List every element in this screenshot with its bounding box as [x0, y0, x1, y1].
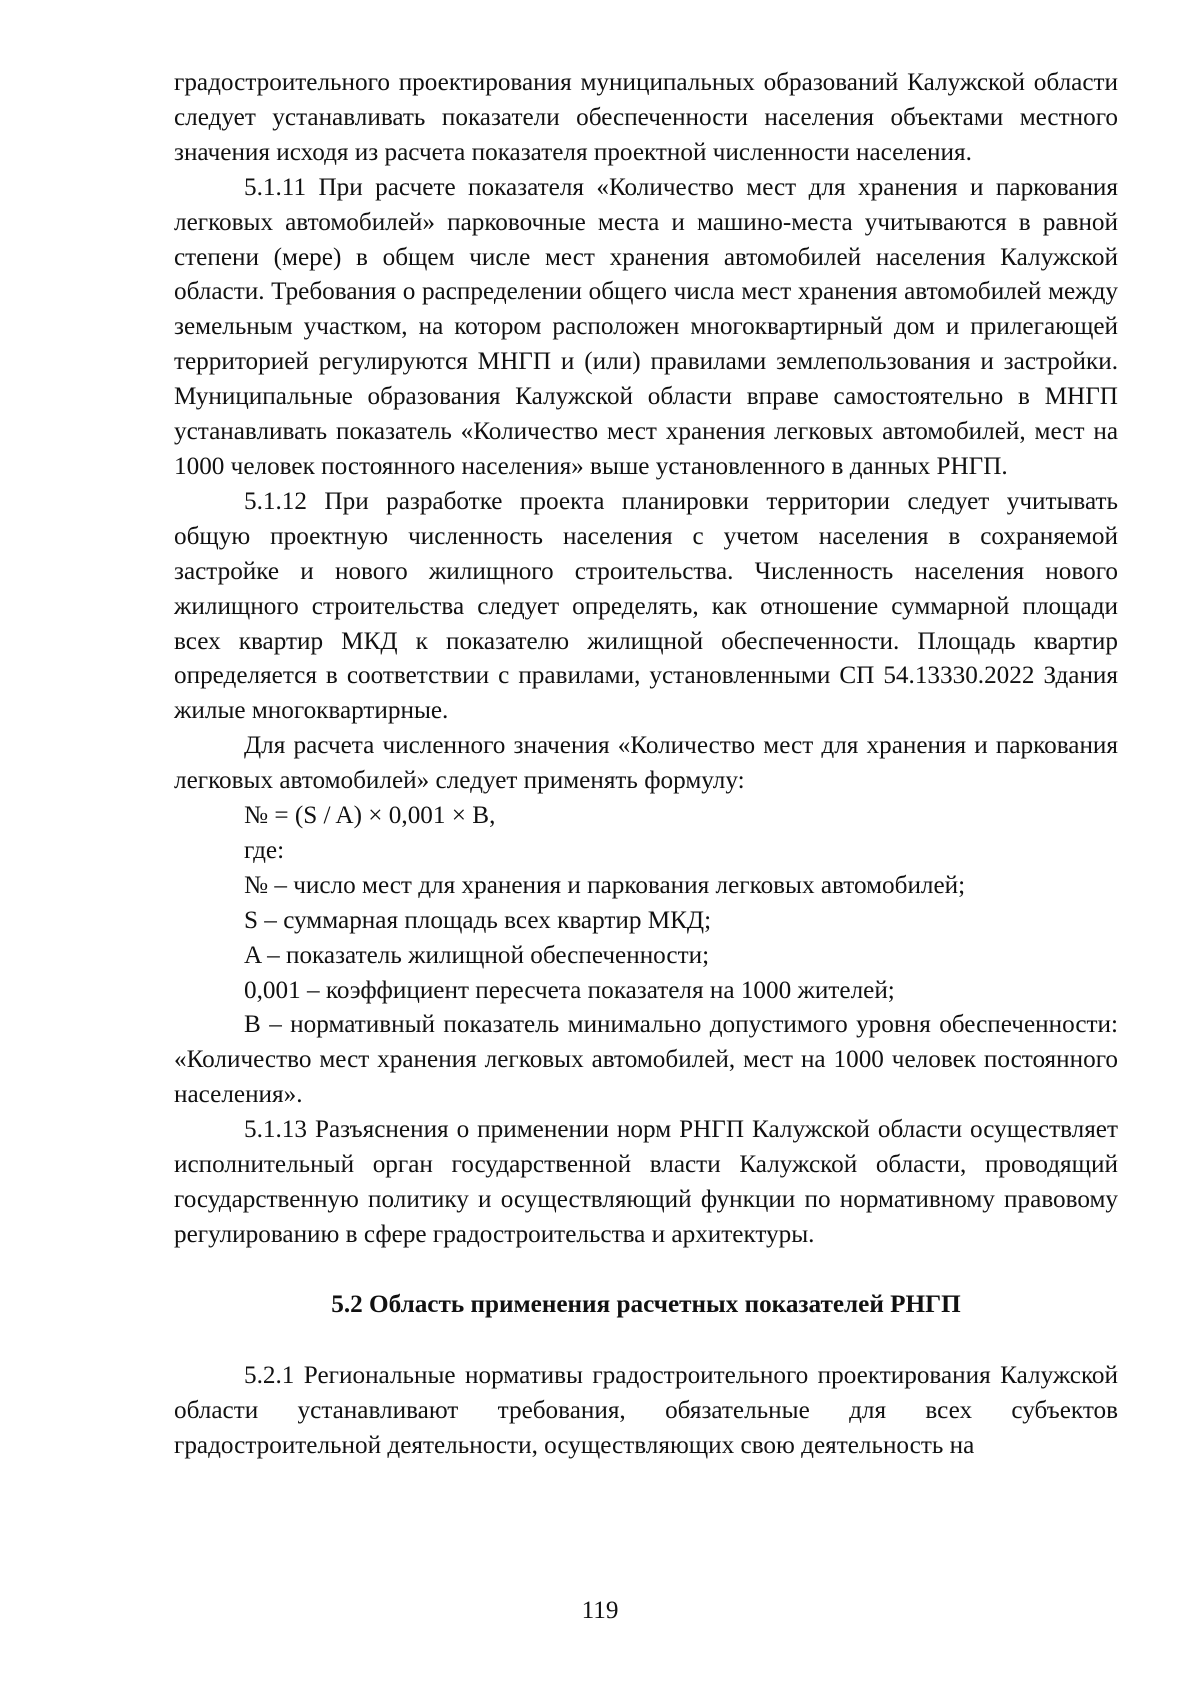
paragraph-continuation: градостроительного проектирования муниципальных образований Калужской области следует устанавливать показатели обеспеченности населения объектами местного значения исходя из расчета показателя проектной численности населения.: [174, 69, 1118, 166]
definition-n: № – число мест для хранения и паркования легковых автомобилей;: [244, 871, 966, 899]
definition-a: A – показатель жилищной обеспеченности;: [244, 941, 710, 969]
definition-b: B – нормативный показатель минимально допустимого уровня обеспеченности: «Количество мест хранения легковых автомобилей, мест на 1000 человек постоянного населения».: [174, 1011, 1118, 1109]
page-number: 119: [581, 1597, 619, 1624]
paragraph-formula-intro: Для расчета численного значения «Количество мест для хранения и паркования легковых автомобилей» следует применять формулу:: [174, 732, 1118, 795]
paragraph-5-1-13: 5.1.13 Разъяснения о применении норм РНГП Калужской области осуществляет исполнительный орган государственной власти Калужской области, проводящий государственную политику и осуществляющий функции по нормативному правовому регулированию в сфере градостроительства и архитектуры.: [174, 1116, 1118, 1248]
paragraph-5-1-11: 5.1.11 При расчете показателя «Количество мест для хранения и паркования легковых автомобилей» парковочные места и машино-места учитываются в равной степени (мере) в общем числе мест хранения автомобилей населения Калужской области. Требования о распределении общего числа мест хранения автомобилей между земельным участком, на котором расположен многоквартирный дом и прилегающей территорией регулируются МНГП и (или) правилами землепользования и застройки. Муниципальные образования Калужской области вправе самостоятельно в МНГП устанавливать показатель «Количество мест хранения легковых автомобилей, мест на 1000 человек постоянного населения» выше установленного в данных РНГП.: [174, 173, 1118, 480]
formula: № = (S / A) × 0,001 × B,: [244, 802, 496, 830]
document-page: [174, 66, 1118, 1463]
paragraph-5-2-1: 5.2.1 Региональные нормативы градостроительного проектирования Калужской области устанавливают требования, обязательные для всех субъектов градостроительной деятельности, осуществляющих свою деятельность на: [174, 1361, 1118, 1459]
paragraph-5-1-12: 5.1.12 При разработке проекта планировки территории следует учитывать общую проектную численность населения с учетом населения в сохраняемой застройке и нового жилищного строительства. Численность населения нового жилищного строительства следует определять, как отношение суммарной площади всех квартир МКД к показателю жилищной обеспеченности. Площадь квартир определяется в соответствии с правилами, установленными СП 54.13330.2022 Здания жилые многоквартирные.: [174, 487, 1118, 725]
formula-where: где:: [244, 836, 285, 864]
definition-coefficient: 0,001 – коэффициент пересчета показателя на 1000 жителей;: [244, 976, 895, 1004]
definition-s: S – суммарная площадь всех квартир МКД;: [244, 906, 712, 934]
section-heading: 5.2 Область применения расчетных показателей РНГП: [331, 1290, 961, 1318]
